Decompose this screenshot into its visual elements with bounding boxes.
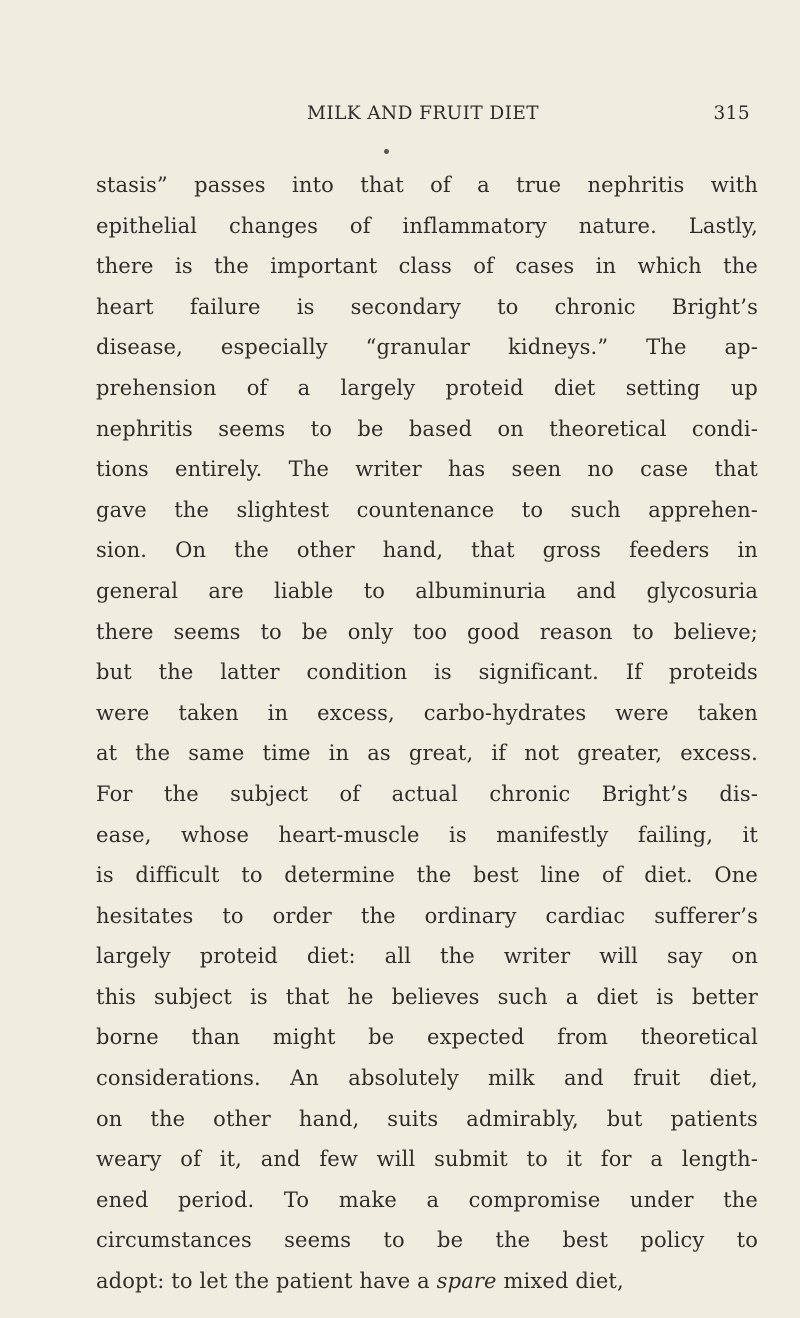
text-line: this subject is that he believes such a diet is better: [96, 984, 758, 1009]
text-line: prehension of a largely proteid diet setting up: [96, 375, 758, 400]
text-line: largely proteid diet: all the writer will say on: [96, 944, 758, 969]
running-head: [96, 103, 750, 133]
text-line: weary of it, and few will submit to it for a length-: [96, 1147, 758, 1172]
text-line: but the latter condition is significant. If proteids: [96, 660, 758, 685]
text-line: ened period. To make a compromise under the: [96, 1187, 758, 1212]
text-line: heart failure is secondary to chronic Bright’s: [96, 294, 758, 319]
text-line: borne than might be expected from theoretical: [96, 1025, 758, 1050]
text-line: hesitates to order the ordinary cardiac sufferer’s: [96, 903, 758, 928]
text-line: ease, whose heart-muscle is manifestly failing, it: [96, 822, 758, 847]
text-line: disease, especially “granular kidneys.” The ap-: [96, 335, 758, 360]
body-text: [96, 165, 758, 1302]
text-line-last: [96, 1261, 758, 1302]
text-line: stasis” passes into that of a true nephritis with: [96, 173, 758, 197]
text-line: For the subject of actual chronic Bright’s dis-: [96, 781, 758, 806]
italic-emphasis: spare: [436, 1269, 497, 1294]
text-segment: adopt: to let the patient have a: [96, 1269, 437, 1294]
text-line: general are liable to albuminuria and glycosuria: [96, 578, 758, 603]
text-line: epithelial changes of inflammatory nature. Lastly,: [96, 213, 758, 238]
text-line: considerations. An absolutely milk and fruit diet,: [96, 1066, 758, 1091]
text-line: tions entirely. The writer has seen no case that: [96, 457, 758, 482]
text-line: there seems to be only too good reason to believe;: [96, 619, 758, 644]
running-title: MILK AND FRUIT DIET: [307, 103, 539, 124]
text-line: sion. On the other hand, that gross feeders in: [96, 538, 758, 563]
text-line: on the other hand, suits admirably, but patients: [96, 1106, 758, 1131]
text-line: circumstances seems to be the best policy to: [96, 1228, 758, 1253]
text-line: nephritis seems to be based on theoretical condi-: [96, 416, 758, 441]
print-mark: [384, 149, 389, 154]
text-line: at the same time in as great, if not greater, excess.: [96, 741, 758, 766]
text-line: there is the important class of cases in which the: [96, 254, 758, 279]
text-segment: mixed diet,: [496, 1269, 624, 1294]
text-line: is difficult to determine the best line of diet. One: [96, 863, 758, 888]
text-line: gave the slightest countenance to such apprehen-: [96, 497, 758, 522]
text-line: were taken in excess, carbo-hydrates were taken: [96, 700, 758, 725]
page-number: 315: [713, 103, 750, 124]
